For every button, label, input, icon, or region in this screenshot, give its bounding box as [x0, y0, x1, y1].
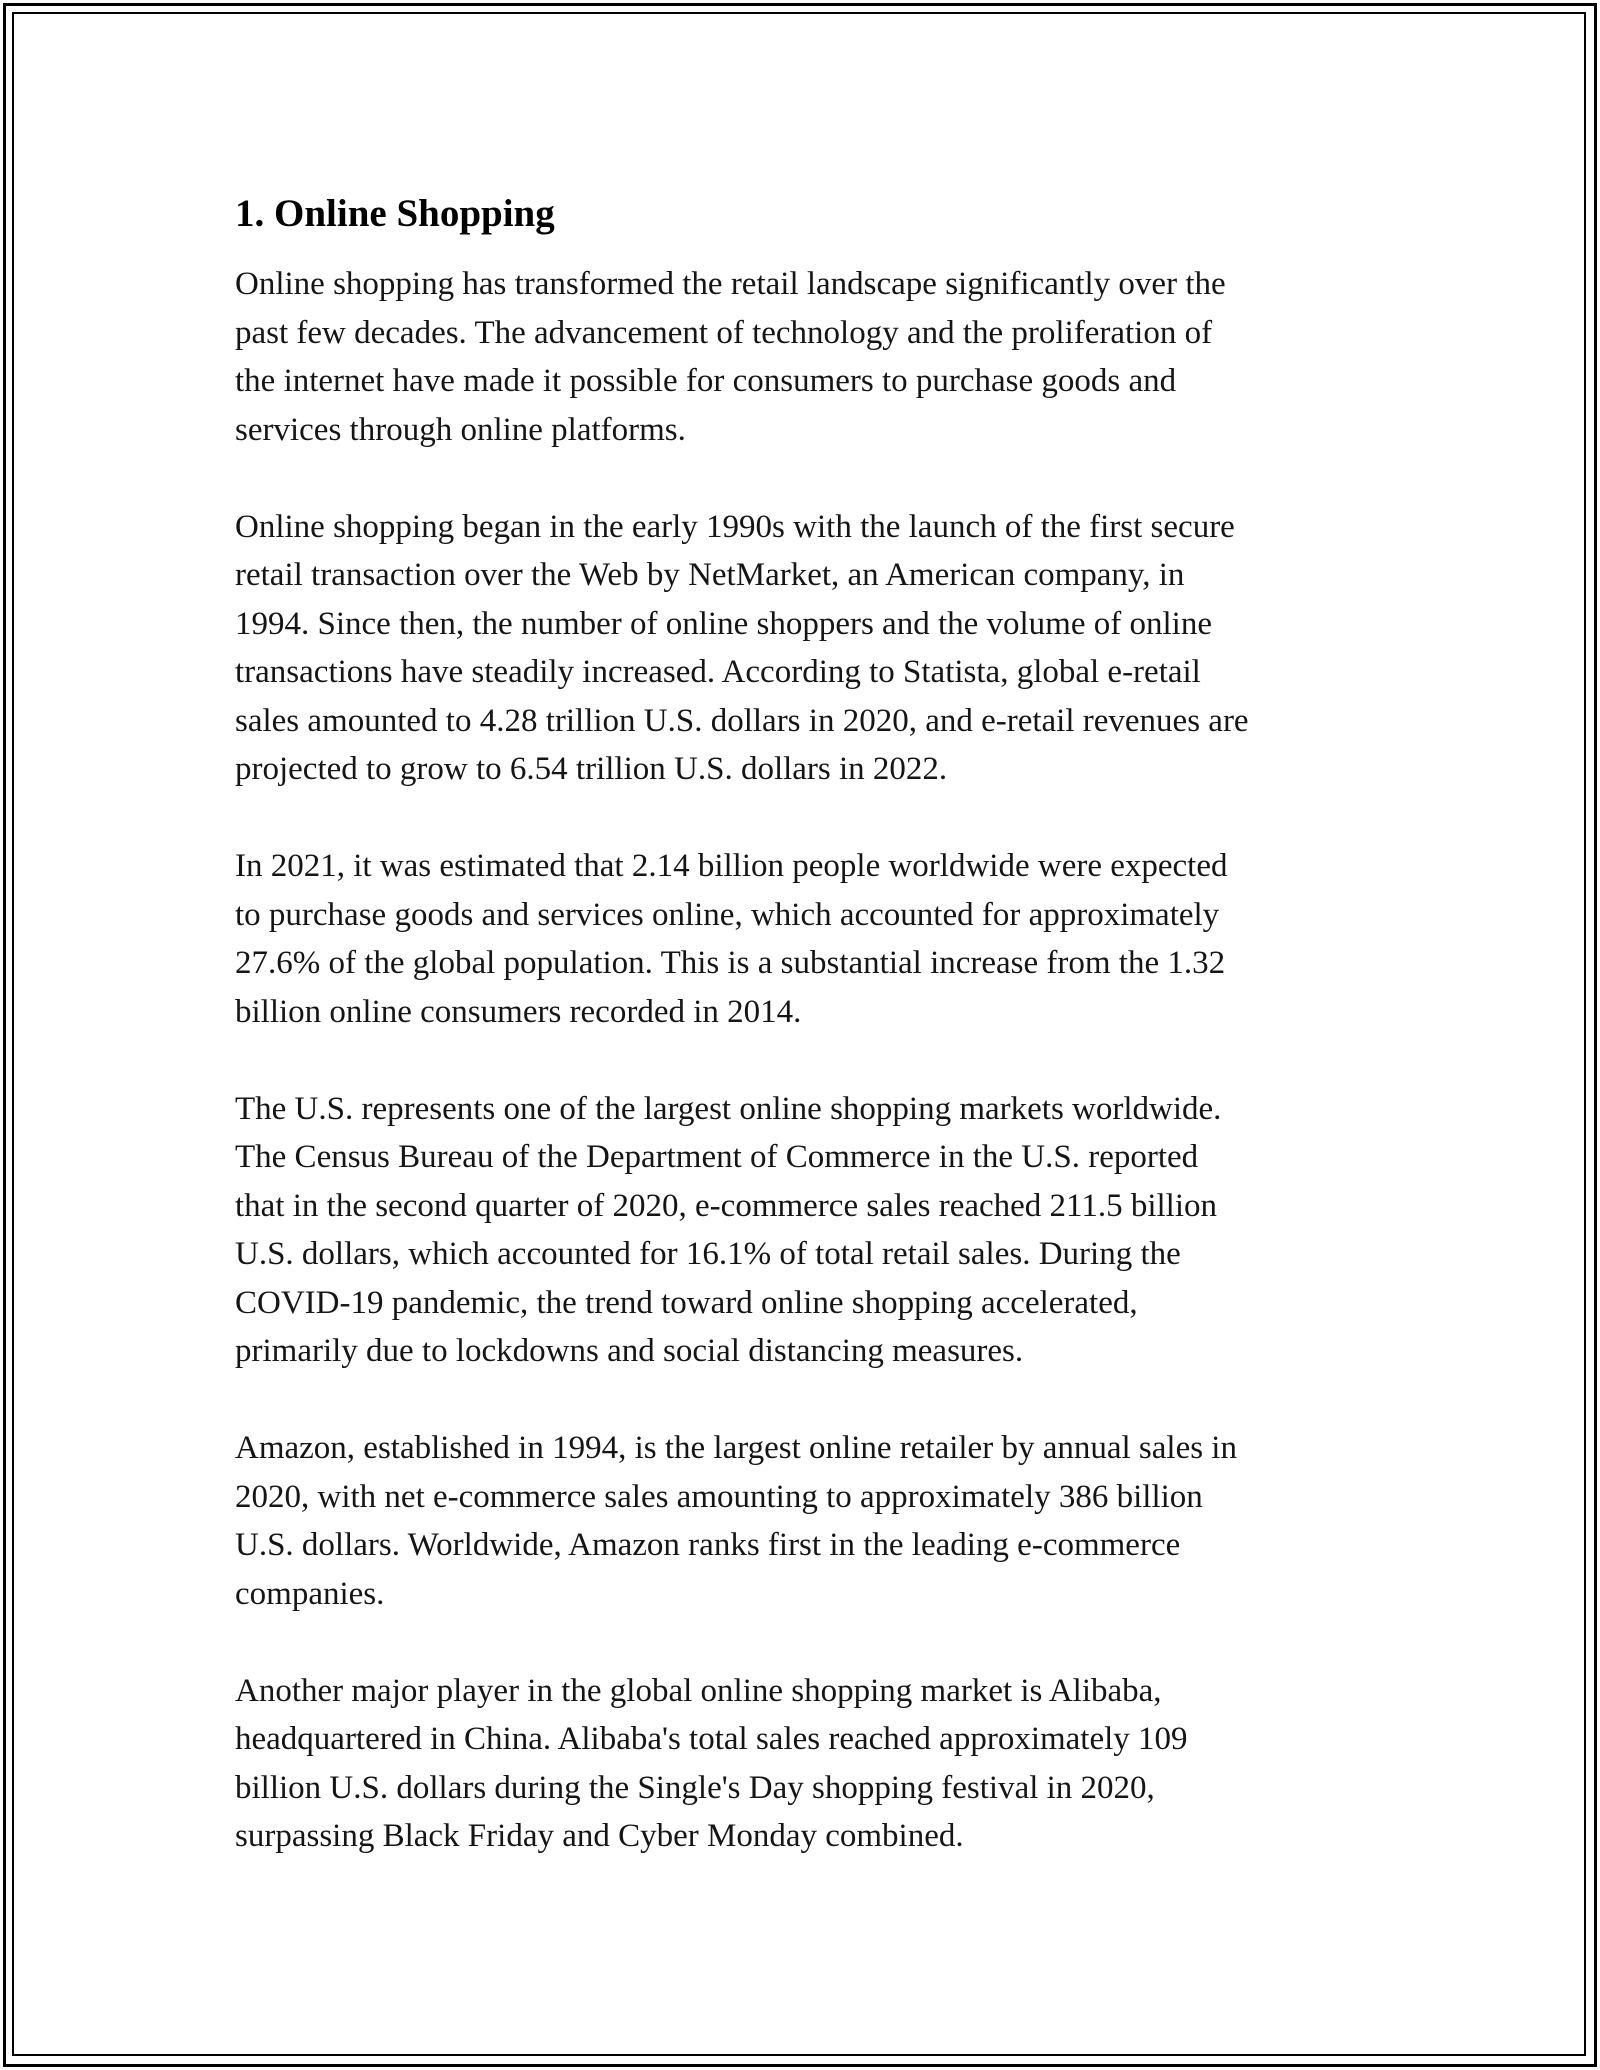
- paragraph-line: transactions have steadily increased. According to Statista, global e-retail: [235, 654, 1201, 690]
- paragraph-line: retail transaction over the Web by NetMarket, an American company, in: [235, 557, 1185, 593]
- paragraph: [235, 260, 1375, 454]
- paragraph-line: headquartered in China. Alibaba's total sales reached approximately 109: [235, 1721, 1188, 1757]
- paragraph-line: past few decades. The advancement of technology and the proliferation of: [235, 314, 1213, 351]
- paragraph-line: sales amounted to 4.28 trillion U.S. dollars in 2020, and e-retail revenues are: [235, 702, 1249, 739]
- paragraph-line: projected to grow to 6.54 trillion U.S. dollars in 2022.: [235, 751, 948, 787]
- paragraph: [235, 1667, 1375, 1861]
- section-title: 1. Online Shopping: [235, 192, 555, 235]
- paragraph-line: Another major player in the global online shopping market is Alibaba,: [235, 1672, 1162, 1709]
- paragraph-line: companies.: [235, 1575, 385, 1612]
- paragraph-line: In 2021, it was estimated that 2.14 billion people worldwide were expected: [235, 848, 1228, 884]
- paragraph-line: Online shopping began in the early 1990s with the launch of the first secure: [235, 508, 1235, 545]
- paragraph: [235, 1424, 1375, 1618]
- paragraph-line: the internet have made it possible for consumers to purchase goods and: [235, 363, 1177, 399]
- paragraph-line: 2020, with net e-commerce sales amounting to approximately 386 billion: [235, 1478, 1203, 1515]
- paragraph-line: COVID-19 pandemic, the trend toward online shopping accelerated,: [235, 1284, 1138, 1321]
- document-body: [235, 188, 1375, 1861]
- paragraph-line: 27.6% of the global population. This is a substantial increase from the 1.32: [235, 945, 1226, 981]
- paragraph: [235, 1085, 1375, 1376]
- paragraph-line: Amazon, established in 1994, is the largest online retailer by annual sales in: [235, 1430, 1237, 1466]
- paragraph-line: that in the second quarter of 2020, e-commerce sales reached 211.5 billion: [235, 1187, 1218, 1224]
- paragraph-line: The Census Bureau of the Department of Commerce in the U.S. reported: [235, 1139, 1199, 1175]
- paragraph: [235, 503, 1375, 794]
- paragraph-list: [235, 260, 1375, 1861]
- paragraph: [235, 842, 1375, 1036]
- paragraph-line: primarily due to lockdowns and social distancing measures.: [235, 1333, 1024, 1369]
- paragraph-line: U.S. dollars, which accounted for 16.1% of total retail sales. During the: [235, 1236, 1181, 1272]
- paragraph-line: 1994. Since then, the number of online shoppers and the volume of online: [235, 605, 1212, 642]
- paragraph-line: surpassing Black Friday and Cyber Monday combined.: [235, 1818, 964, 1854]
- paragraph-line: The U.S. represents one of the largest online shopping markets worldwide.: [235, 1090, 1222, 1127]
- paragraph-line: billion U.S. dollars during the Single's Day shopping festival in 2020,: [235, 1769, 1155, 1806]
- paragraph-line: services through online platforms.: [235, 411, 686, 448]
- paragraph-line: Online shopping has transformed the retail landscape significantly over the: [235, 266, 1226, 302]
- paragraph-line: to purchase goods and services online, which accounted for approximately: [235, 896, 1220, 933]
- paragraph-line: U.S. dollars. Worldwide, Amazon ranks first in the leading e-commerce: [235, 1527, 1181, 1563]
- paragraph-line: billion online consumers recorded in 2014.: [235, 993, 802, 1030]
